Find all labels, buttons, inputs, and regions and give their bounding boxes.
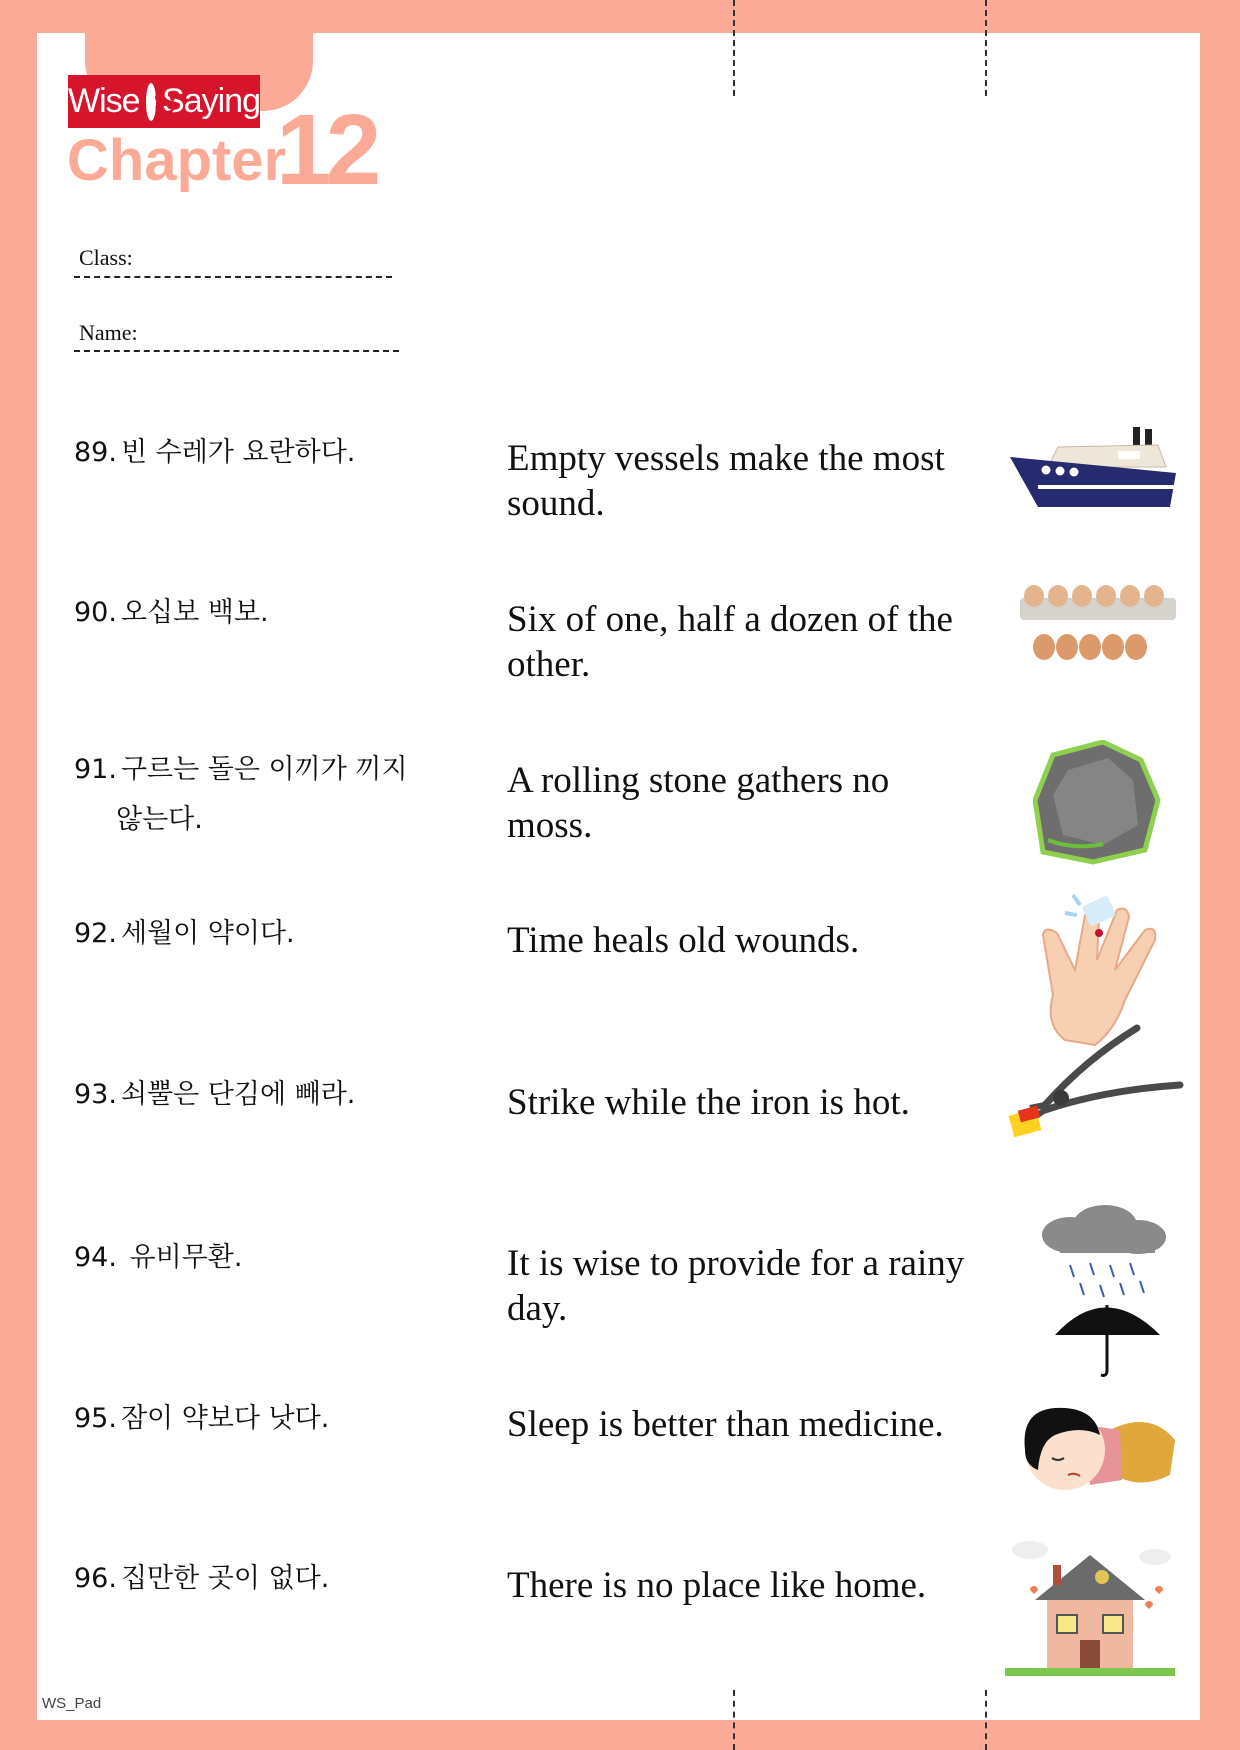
item-number: 96. <box>74 1563 117 1594</box>
english-proverb: A rolling stone gathers no moss. <box>507 760 890 846</box>
eggs-icon <box>1018 580 1178 665</box>
item-number: 89. <box>74 437 117 468</box>
korean-proverb <box>74 1554 454 1604</box>
rain-umbrella-icon <box>1040 1205 1180 1380</box>
name-field[interactable] <box>74 350 399 352</box>
class-field[interactable] <box>74 276 392 278</box>
korean-text: 유비무환. <box>120 1242 243 1273</box>
korean-text-continued: 않는다. <box>116 804 203 835</box>
english-proverb: Six of one, half a dozen of the other. <box>507 599 953 685</box>
cut-line-top-2 <box>985 0 987 96</box>
korean-proverb <box>74 745 454 845</box>
tongs-hot-iron-icon <box>1005 1020 1185 1145</box>
korean-text: 쇠뿔은 단김에 빼라. <box>120 1079 356 1110</box>
cut-line-top-1 <box>733 0 735 96</box>
name-label: Name: <box>79 320 138 345</box>
smiley-bubble-icon <box>146 83 156 121</box>
mossy-stone-icon <box>1033 740 1163 865</box>
english-proverb: Time heals old wounds. <box>507 920 860 961</box>
cut-line-bottom-2 <box>985 1690 987 1750</box>
item-number: 94. <box>74 1242 117 1273</box>
logo-word-right: Saying <box>162 82 260 120</box>
sleeping-girl-icon <box>1010 1380 1180 1520</box>
ship-icon <box>1008 425 1183 510</box>
english-proverb: Sleep is better than medicine. <box>507 1404 944 1445</box>
korean-text: 잠이 약보다 낫다. <box>120 1403 330 1434</box>
korean-text: 오십보 백보. <box>120 597 269 628</box>
korean-proverb <box>74 1233 454 1283</box>
item-number: 93. <box>74 1079 117 1110</box>
cut-line-bottom-1 <box>733 1690 735 1750</box>
english-proverb: Strike while the iron is hot. <box>507 1082 910 1123</box>
chapter-number: 12 <box>276 94 376 206</box>
item-number: 95. <box>74 1403 117 1434</box>
korean-proverb <box>74 1394 454 1444</box>
korean-proverb <box>74 588 454 638</box>
logo-word-left: Wise <box>68 82 140 120</box>
item-number: 92. <box>74 918 117 949</box>
footer-code: WS_Pad <box>42 1695 102 1712</box>
korean-text: 집만한 곳이 없다. <box>120 1563 330 1594</box>
chapter-label: Chapter <box>67 128 287 193</box>
house-icon <box>1005 1535 1175 1680</box>
english-proverb: There is no place like home. <box>507 1565 927 1606</box>
english-proverb: It is wise to provide for a rainy day. <box>507 1243 965 1329</box>
item-number: 90. <box>74 597 117 628</box>
korean-text: 세월이 약이다. <box>120 918 295 949</box>
item-number: 91. <box>74 754 117 785</box>
korean-text: 구르는 돌은 이끼가 끼지 <box>120 754 408 785</box>
english-proverb: Empty vessels make the most sound. <box>507 438 945 524</box>
korean-proverb <box>74 428 454 478</box>
korean-text: 빈 수레가 요란하다. <box>120 437 356 468</box>
wise-saying-logo <box>68 75 260 128</box>
class-label: Class: <box>79 245 133 270</box>
korean-proverb <box>74 909 454 959</box>
korean-proverb <box>74 1070 454 1120</box>
